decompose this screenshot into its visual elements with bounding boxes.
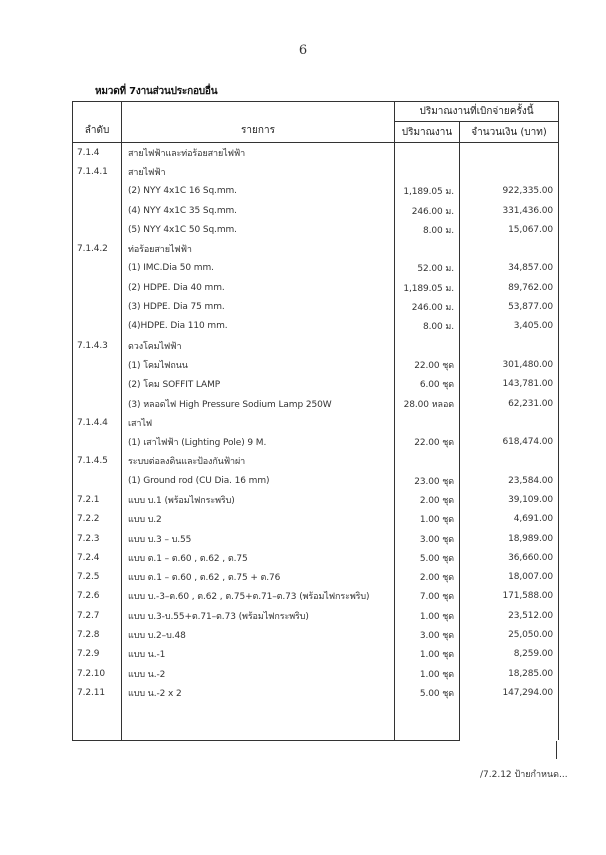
disbursement-table bbox=[72, 101, 559, 741]
section-title: หมวดที่ 7งานส่วนประกอบอื่น bbox=[95, 86, 218, 97]
cell-item: แบบ บ.2 bbox=[122, 510, 395, 529]
table-row bbox=[73, 490, 559, 509]
cell-item: ดวงโคมไฟฟ้า bbox=[122, 336, 395, 355]
cell-item: แบบ น.-2 bbox=[122, 664, 395, 683]
cell-quantity: 5.00 ชุด bbox=[395, 548, 460, 567]
cell-item: แบบ น.-1 bbox=[122, 645, 395, 664]
cell-amount: 147,294.00 bbox=[460, 683, 559, 702]
cell-seq: 7.1.4.3 bbox=[73, 336, 122, 355]
cell-amount bbox=[460, 413, 559, 432]
cell-item: (1) IMC.Dia 50 mm. bbox=[122, 259, 395, 278]
cell-item: สายไฟฟ้าและท่อร้อยสายไฟฟ้า bbox=[122, 143, 395, 163]
cell-seq bbox=[73, 220, 122, 239]
empty-cell bbox=[460, 703, 559, 741]
cell-quantity: 2.00 ชุด bbox=[395, 568, 460, 587]
cell-item: แบบ น.-2 x 2 bbox=[122, 683, 395, 702]
table-row bbox=[73, 336, 559, 355]
cell-seq: 7.2.8 bbox=[73, 625, 122, 644]
cell-quantity: 1.00 ชุด bbox=[395, 606, 460, 625]
cell-seq: 7.2.11 bbox=[73, 683, 122, 702]
table-row bbox=[73, 220, 559, 239]
cell-amount: 23,584.00 bbox=[460, 471, 559, 490]
table-row bbox=[73, 587, 559, 606]
cell-seq: 7.2.4 bbox=[73, 548, 122, 567]
cell-amount: 39,109.00 bbox=[460, 490, 559, 509]
header-group-current-disbursement: ปริมาณงานที่เบิกจ่ายครั้งนี้ bbox=[395, 102, 559, 122]
cell-quantity: 246.00 ม. bbox=[395, 201, 460, 220]
cell-amount: 18,285.00 bbox=[460, 664, 559, 683]
cell-item: (4) NYY 4x1C 35 Sq.mm. bbox=[122, 201, 395, 220]
table-row bbox=[73, 510, 559, 529]
cell-quantity: 1.00 ชุด bbox=[395, 664, 460, 683]
table-row bbox=[73, 683, 559, 702]
table-row bbox=[73, 432, 559, 451]
table-row bbox=[73, 162, 559, 181]
cell-quantity: 8.00 ม. bbox=[395, 220, 460, 239]
table-row bbox=[73, 568, 559, 587]
header-quantity: ปริมาณงาน bbox=[395, 122, 460, 143]
table-row bbox=[73, 606, 559, 625]
cell-seq bbox=[73, 317, 122, 336]
table-row bbox=[73, 297, 559, 316]
cell-item: (4)HDPE. Dia 110 mm. bbox=[122, 317, 395, 336]
table-row bbox=[73, 413, 559, 432]
table-row bbox=[73, 201, 559, 220]
cell-item: แบบ ต.1 – ต.60 , ต.62 , ต.75 bbox=[122, 548, 395, 567]
cell-seq bbox=[73, 297, 122, 316]
header-seq: ลำดับ bbox=[73, 102, 122, 143]
cell-amount: 15,067.00 bbox=[460, 220, 559, 239]
cell-amount: 4,691.00 bbox=[460, 510, 559, 529]
cell-seq bbox=[73, 278, 122, 297]
table-row bbox=[73, 259, 559, 278]
cell-item: แบบ บ.2–บ.48 bbox=[122, 625, 395, 644]
cell-amount: 301,480.00 bbox=[460, 355, 559, 374]
cell-quantity bbox=[395, 162, 460, 181]
cell-quantity: 23.00 ชุด bbox=[395, 471, 460, 490]
header-item: รายการ bbox=[122, 102, 395, 143]
cell-amount: 36,660.00 bbox=[460, 548, 559, 567]
page-number: 6 bbox=[298, 43, 308, 58]
cell-seq bbox=[73, 355, 122, 374]
cell-item: (2) โคม SOFFIT LAMP bbox=[122, 375, 395, 394]
table-row bbox=[73, 548, 559, 567]
cell-amount: 922,335.00 bbox=[460, 182, 559, 201]
cell-item: แบบ ต.1 – ต.60 , ต.62 , ต.75 + ต.76 bbox=[122, 568, 395, 587]
table-row bbox=[73, 239, 559, 258]
cell-item: (5) NYY 4x1C 50 Sq.mm. bbox=[122, 220, 395, 239]
cell-seq: 7.2.3 bbox=[73, 529, 122, 548]
cell-item: แบบ บ.-3–ต.60 , ต.62 , ต.75+ต.71–ต.73 (พร้อมไฟกระพริบ) bbox=[122, 587, 395, 606]
cell-seq: 7.2.9 bbox=[73, 645, 122, 664]
cell-seq: 7.2.1 bbox=[73, 490, 122, 509]
table-right-border-tail bbox=[556, 741, 557, 759]
cell-seq: 7.1.4.1 bbox=[73, 162, 122, 181]
cell-item: (1) โคมไฟถนน bbox=[122, 355, 395, 374]
cell-item: แบบ บ.3 – บ.55 bbox=[122, 529, 395, 548]
cell-quantity: 5.00 ชุด bbox=[395, 683, 460, 702]
cell-seq bbox=[73, 201, 122, 220]
cell-quantity bbox=[395, 336, 460, 355]
cell-quantity: 246.00 ม. bbox=[395, 297, 460, 316]
table-row bbox=[73, 182, 559, 201]
cell-amount: 89,762.00 bbox=[460, 278, 559, 297]
cell-seq: 7.2.6 bbox=[73, 587, 122, 606]
table-body bbox=[73, 143, 559, 741]
cell-quantity: 1.00 ชุด bbox=[395, 645, 460, 664]
table-row bbox=[73, 664, 559, 683]
cell-amount bbox=[460, 336, 559, 355]
cell-quantity: 6.00 ชุด bbox=[395, 375, 460, 394]
table-header-row-1 bbox=[73, 102, 559, 122]
cell-amount bbox=[460, 143, 559, 163]
cell-quantity bbox=[395, 413, 460, 432]
cell-item: (3) หลอดไฟ High Pressure Sodium Lamp 250W bbox=[122, 394, 395, 413]
cell-quantity bbox=[395, 452, 460, 471]
cell-amount: 23,512.00 bbox=[460, 606, 559, 625]
cell-seq: 7.2.2 bbox=[73, 510, 122, 529]
empty-cell bbox=[122, 703, 395, 741]
cell-seq bbox=[73, 471, 122, 490]
cell-quantity: 28.00 หลอด bbox=[395, 394, 460, 413]
continuation-note: /7.2.12 ป้ายกำหนด... bbox=[480, 770, 568, 780]
cell-amount: 143,781.00 bbox=[460, 375, 559, 394]
table-row bbox=[73, 452, 559, 471]
table-row bbox=[73, 375, 559, 394]
cell-item: (3) HDPE. Dia 75 mm. bbox=[122, 297, 395, 316]
table-row bbox=[73, 278, 559, 297]
cell-quantity: 8.00 ม. bbox=[395, 317, 460, 336]
cell-amount: 25,050.00 bbox=[460, 625, 559, 644]
cell-quantity: 22.00 ชุด bbox=[395, 432, 460, 451]
cell-seq: 7.1.4 bbox=[73, 143, 122, 163]
cell-seq: 7.1.4.4 bbox=[73, 413, 122, 432]
cell-amount: 3,405.00 bbox=[460, 317, 559, 336]
table-row bbox=[73, 471, 559, 490]
cell-amount: 34,857.00 bbox=[460, 259, 559, 278]
cell-amount: 618,474.00 bbox=[460, 432, 559, 451]
cell-seq bbox=[73, 394, 122, 413]
table-row bbox=[73, 645, 559, 664]
cell-amount: 62,231.00 bbox=[460, 394, 559, 413]
cell-item: แบบ บ.1 (พร้อมไฟกระพริบ) bbox=[122, 490, 395, 509]
cell-quantity: 3.00 ชุด bbox=[395, 529, 460, 548]
cell-quantity: 3.00 ชุด bbox=[395, 625, 460, 644]
cell-item: ท่อร้อยสายไฟฟ้า bbox=[122, 239, 395, 258]
table-spacer-row bbox=[73, 703, 559, 741]
cell-item: (1) Ground rod (CU Dia. 16 mm) bbox=[122, 471, 395, 490]
table-row bbox=[73, 317, 559, 336]
cell-item: เสาไฟ bbox=[122, 413, 395, 432]
cell-item: แบบ บ.3-บ.55+ต.71–ต.73 (พร้อมไฟกระพริบ) bbox=[122, 606, 395, 625]
cell-seq: 7.2.5 bbox=[73, 568, 122, 587]
cell-item: (2) NYY 4x1C 16 Sq.mm. bbox=[122, 182, 395, 201]
cell-amount: 18,989.00 bbox=[460, 529, 559, 548]
cell-amount bbox=[460, 452, 559, 471]
cell-amount bbox=[460, 239, 559, 258]
empty-cell bbox=[73, 703, 122, 741]
cell-item: (1) เสาไฟฟ้า (Lighting Pole) 9 M. bbox=[122, 432, 395, 451]
cell-seq: 7.2.10 bbox=[73, 664, 122, 683]
table-row bbox=[73, 143, 559, 163]
cell-quantity bbox=[395, 143, 460, 163]
cell-quantity: 22.00 ชุด bbox=[395, 355, 460, 374]
cell-seq: 7.1.4.5 bbox=[73, 452, 122, 471]
cell-amount: 53,877.00 bbox=[460, 297, 559, 316]
cell-seq bbox=[73, 182, 122, 201]
cell-quantity: 2.00 ชุด bbox=[395, 490, 460, 509]
cell-seq: 7.1.4.2 bbox=[73, 239, 122, 258]
table-row bbox=[73, 625, 559, 644]
cell-quantity bbox=[395, 239, 460, 258]
cell-quantity: 1.00 ชุด bbox=[395, 510, 460, 529]
cell-quantity: 1,189.05 ม. bbox=[395, 278, 460, 297]
cell-amount: 331,436.00 bbox=[460, 201, 559, 220]
empty-cell bbox=[395, 703, 460, 741]
cell-item: ระบบต่อลงดินและป้องกันฟ้าผ่า bbox=[122, 452, 395, 471]
cell-quantity: 1,189.05 ม. bbox=[395, 182, 460, 201]
cell-seq: 7.2.7 bbox=[73, 606, 122, 625]
cell-quantity: 7.00 ชุด bbox=[395, 587, 460, 606]
cell-amount: 171,588.00 bbox=[460, 587, 559, 606]
header-amount: จำนวนเงิน (บาท) bbox=[460, 122, 559, 143]
table-row bbox=[73, 394, 559, 413]
cell-amount bbox=[460, 162, 559, 181]
table-row bbox=[73, 529, 559, 548]
cell-seq bbox=[73, 432, 122, 451]
cell-item: สายไฟฟ้า bbox=[122, 162, 395, 181]
cell-amount: 18,007.00 bbox=[460, 568, 559, 587]
cell-amount: 8,259.00 bbox=[460, 645, 559, 664]
cell-seq bbox=[73, 259, 122, 278]
cell-item: (2) HDPE. Dia 40 mm. bbox=[122, 278, 395, 297]
cell-seq bbox=[73, 375, 122, 394]
table-row bbox=[73, 355, 559, 374]
cell-quantity: 52.00 ม. bbox=[395, 259, 460, 278]
